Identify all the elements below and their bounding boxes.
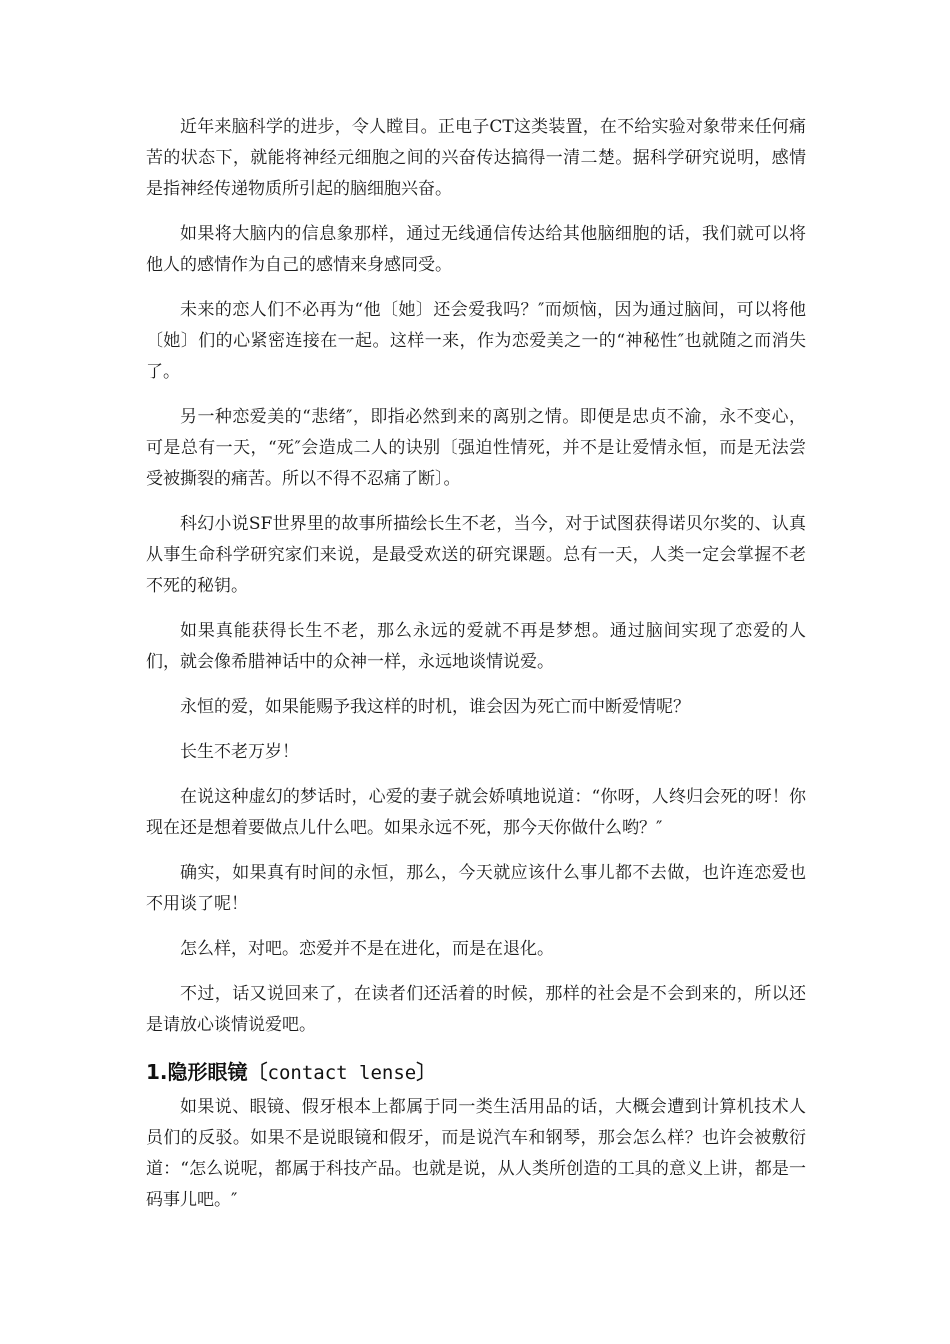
paragraph-future-lovers: 未来的恋人们不必再为“他〔她〕还会爱我吗？″而烦恼，因为通过脑间，可以将他〔她〕们的心紧密连接在一起。这样一来，作为恋爱美之一的“神秘性″也就随之而消失了。 <box>146 300 806 382</box>
paragraph-indeed: 确实，如果真有时间的永恒，那么，今天就应该什么事儿都不去做，也许连恋爱也不用谈了呢！ <box>146 863 806 914</box>
paragraph-wireless-emotion: 如果将大脑内的信息象那样，通过无线通信传达给其他脑细胞的话，我们就可以将他人的感情作为自己的感情来身感同受。 <box>146 224 806 275</box>
paragraph-conclusion: 不过，话又说回来了，在读者们还活着的时候，那样的社会是不会到来的，所以还是请放心谈情说爱吧。 <box>146 984 806 1035</box>
paragraph-contact-lens: 如果说、眼镜、假牙根本上都属于同一类生活用品的话，大概会遭到计算机技术人员们的反驳。如果不是说眼镜和假牙，而是说汽车和钢琴，那会怎么样？也许会被敷衍道：“怎么说呢，都属于科技产品。也就是说，从人类所创造的工具的意义上讲，都是一码事儿吧。″ <box>146 1097 806 1210</box>
paragraph-eternal-love: 如果真能获得长生不老，那么永远的爱就不再是梦想。通过脑间实现了恋爱的人们，就会像希腊神话中的众神一样，永远地谈情说爱。 <box>146 621 806 672</box>
paragraph-exclamation: 长生不老万岁！ <box>180 742 299 762</box>
section-heading-suffix: 〕 <box>416 1060 437 1084</box>
document-body <box>146 112 806 1230</box>
paragraph-wife-quote: 在说这种虚幻的梦话时，心爱的妻子就会娇嗔地说道：“你呀，人终归会死的呀！你现在还是想着要做点儿什么吧。如果永远不死，那今天你做什么哟？″ <box>146 787 806 838</box>
paragraph-question: 永恒的爱，如果能赐予我这样的时机，谁会因为死亡而中断爱情呢？ <box>180 697 690 717</box>
paragraph-regression: 怎么样，对吧。恋爱并不是在进化，而是在退化。 <box>180 939 554 959</box>
section-heading <box>146 1055 806 1090</box>
paragraph-brain-science: 近年来脑科学的进步，令人瞠目。正电子CT这类装置，在不给实验对象带来任何痛苦的状态下，就能将神经元细胞之间的兴奋传达搞得一清二楚。据科学研究说明，感情是指神经传递物质所引起的脑细胞兴奋。 <box>146 117 806 199</box>
section-heading-prefix: 1.隐形眼镜〔 <box>146 1060 268 1084</box>
paragraph-sorrow: 另一种恋爱美的“悲绪″，即指必然到来的离别之情。即便是忠贞不渝，永不变心，可是总有一天，“死″会造成二人的诀别〔强迫性情死，并不是让爱情永恒，而是无法尝受被撕裂的痛苦。所以不得不忍痛了断〕。 <box>146 407 806 489</box>
paragraph-science-fiction: 科幻小说SF世界里的故事所描绘长生不老，当今，对于试图获得诺贝尔奖的、认真从事生命科学研究家们来说，是最受欢送的研究课题。总有一天，人类一定会掌握不老不死的秘钥。 <box>146 514 806 596</box>
section-heading-english: contact lense <box>267 1062 417 1084</box>
